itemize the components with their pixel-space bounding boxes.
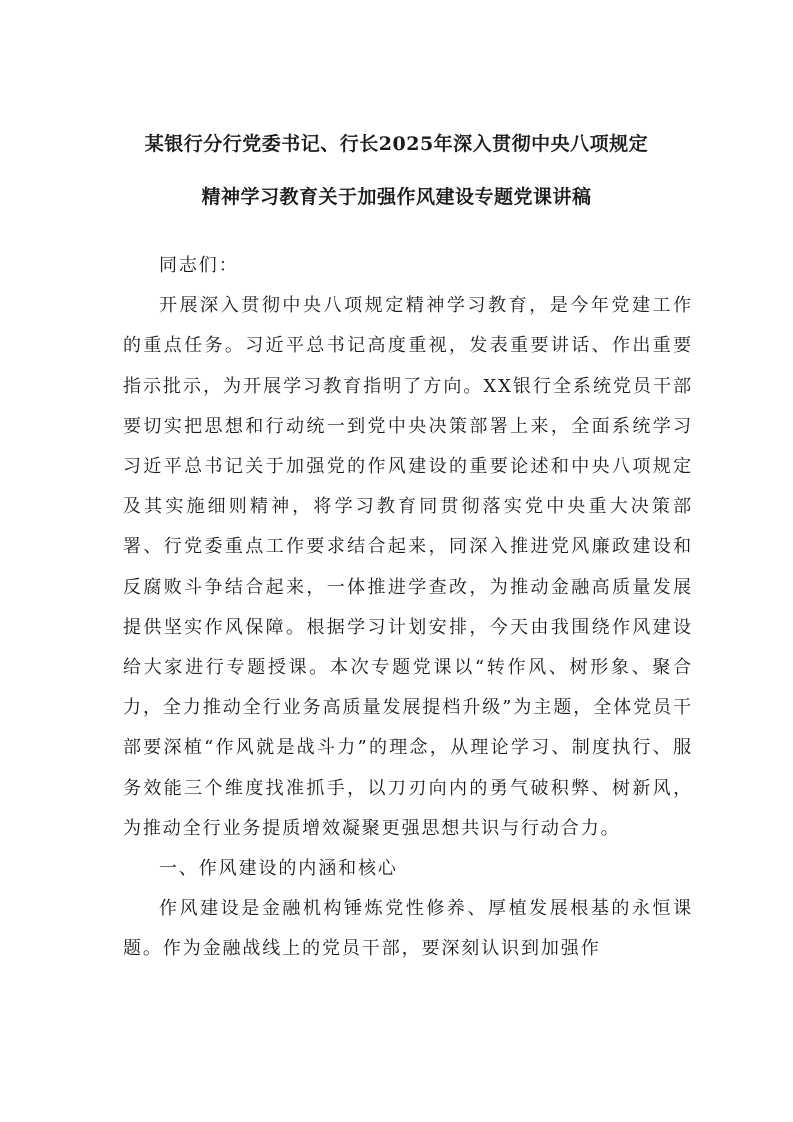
document-title-line-2: 精神学习教育关于加强作风建设专题党课讲稿 xyxy=(201,186,592,208)
document-title-line-1: 某银行分行党委书记、行长2025年深入贯彻中央八项规定 xyxy=(144,133,649,155)
salutation: 同志们： xyxy=(159,255,239,276)
paragraph-2: 作风建设是金融机构锤炼党性修养、厚植发展根基的永恒课题。作为金融战线上的党员干部，要深刻认识到加强作 xyxy=(123,898,693,960)
section-heading-1: 一、作风建设的内涵和核心 xyxy=(159,858,398,880)
document-body xyxy=(123,246,693,970)
paragraph-1: 开展深入贯彻中央八项规定精神学习教育，是今年党建工作的重点任务。习近平总书记高度重视，发表重要讲话、作出重要指示批示，为开展学习教育指明了方向。XX银行全系统党员干部要切实把思想和行动统一到党中央决策部署上来，全面系统学习习近平总书记关于加强党的作风建设的重要论述和中央八项规定及其实施细则精神，将学习教育同贯彻落实党中央重大决策部署、行党委重点工作要求结合起来，同深入推进党风廉政建设和反腐败斗争结合起来，一体推进学查改，为推动金融高质量发展提供坚实作风保障。根据学习计划安排，今天由我围绕作风建设给大家进行专题授课。本次专题党课以“转作风、树形象、聚合力，全力推动全行业务高质量发展提档升级”为主题，全体党员干部要深植“作风就是战斗力”的理念，从理论学习、制度执行、服务效能三个维度找准抓手，以刀刃向内的勇气破积弊、树新风，为推动全行业务提质增效凝聚更强思想共识与行动合力。 xyxy=(123,295,693,839)
